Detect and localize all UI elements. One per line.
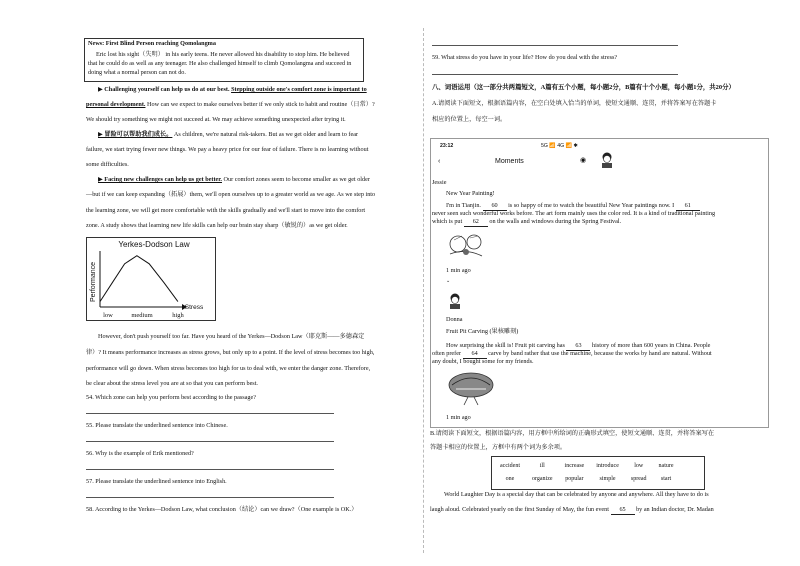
- paragraph-1-line-2: personal development. How can we expect to make ourselves better if we only stick to habit and routine（日常）?: [86, 101, 375, 108]
- paragraph-1-line-3: We should try something we might not succeed at. We may achieve something unexpected after trying it.: [86, 116, 346, 123]
- paragraph-4-line-2: 律）? It means performance increases as stress grows, but only up to a point. If the level of stress becomes too high,: [86, 349, 375, 356]
- chart-title: Yerkes-Dodson Law: [118, 240, 190, 249]
- paragraph-3-line-3: the learning zone, we will get more comfortable with the skills gradually and we'll start to move into the comfort: [86, 207, 366, 214]
- section-8-a-instruction-2: 相应的位置上，每空一词。: [432, 116, 507, 123]
- donna-avatar: [448, 293, 462, 309]
- question-55: 55. Please translate the underlined sentence into Chinese.: [86, 422, 228, 429]
- paragraph-4-line-3: performance will go down. When stress becomes too high for us to deal with, we enter the danger zone. Therefore,: [86, 365, 371, 372]
- post-1-line-1: I'm in Tianjin. 60 is so happy of me to watch the beautiful New Year paintings now. I 61: [446, 202, 700, 211]
- chart-tick-medium: medium: [131, 312, 153, 319]
- status-time: 23:12: [440, 143, 454, 149]
- question-58: 58. According to the Yerkes—Dodson Law, what conclusion（结论）can we draw?（One example is OK.）: [86, 506, 358, 513]
- news-title: News: First Blind Person reaching Qomolangma: [88, 40, 216, 47]
- laughter-line-2: laugh aloud. Celebrated yearly on the first Sunday of May, the fun event 65 by an Indian doctor, Dr. Madan: [430, 506, 714, 513]
- section-8-a-instruction-1: A.请阅读下面短文，根据语篇内容，在空白处填入恰当的单词，使短文通顺、连贯，并将答案写在答题卡: [432, 100, 717, 107]
- post-1-line-2: never seen such wonderful works before. The art form mainly uses the color red. It is a kind of traditional painting: [432, 210, 716, 217]
- paragraph-2-line-2: failure, we start trying fewer new things. We pay a heavy price for our fear of failure. There is no learning without: [86, 146, 369, 153]
- question-56: 56. Why is the example of Erik mentioned?: [86, 450, 194, 457]
- blank-63[interactable]: 63: [566, 342, 590, 351]
- word-popular: popular: [565, 475, 584, 482]
- status-icons: 5G 📶 4G 📶 ✱: [541, 143, 578, 149]
- answer-line-56[interactable]: [86, 469, 334, 470]
- section-8-heading: 八、词语运用（这一部分共两篇短文，A篇有五个小题，每小题2分，B篇有十个小题，每小题1分，共20分）: [432, 84, 735, 91]
- word-spread: spread: [630, 475, 647, 482]
- post-1-user: Jessie: [432, 179, 447, 186]
- paragraph-4-line-1: However, don't push yourself too far. Have you heard of the Yerkes—Dodson Law（耶克斯——多德森定: [98, 333, 365, 340]
- paragraph-2-line-3: some difficulties.: [86, 161, 129, 168]
- chart-y-label: Performance: [90, 261, 97, 303]
- paragraph-3-line-2: —but if we can keep expanding（拓展）them, we'll open ourselves up to a greater world as we age. As we step into: [86, 191, 376, 198]
- chart-tick-high: high: [172, 312, 184, 319]
- post-1-time: 1 min ago: [446, 267, 471, 274]
- post-1-title: New Year Painting!: [446, 190, 495, 197]
- post-2-line-2: often prefer 64 carve by band rather that use the machine, because the works by hand are natural. Without: [432, 350, 712, 357]
- column-divider: [423, 28, 424, 553]
- paragraph-4-line-4: be clear about the stress level you are at so that you can perform best.: [86, 380, 258, 387]
- paragraph-3-line-1: ▶ Facing new challenges can help us get better. Our comfort zones seem to become smaller as we get older: [98, 176, 370, 183]
- post-2-title: Fruit Pit Carving (果核雕刻): [446, 328, 519, 335]
- word-row-2: [494, 472, 680, 485]
- word-row-1: [494, 459, 680, 472]
- post-2-user: Donna: [446, 316, 463, 323]
- word-accident: accident: [500, 462, 520, 469]
- post-1-more-icon[interactable]: ⌄: [446, 278, 451, 284]
- chart-tick-low: low: [103, 312, 113, 319]
- blank-62[interactable]: 62: [464, 218, 488, 227]
- word-nature: nature: [658, 462, 674, 469]
- answer-line-57[interactable]: [86, 497, 334, 498]
- post-1-line-3: which is put 62 on the walls and windows during the Spring Festival.: [432, 218, 622, 225]
- blank-64[interactable]: 64: [463, 350, 487, 359]
- word-low: low: [634, 462, 644, 469]
- word-simple: simple: [599, 475, 616, 482]
- back-icon[interactable]: ‹: [438, 158, 441, 165]
- word-increase: increase: [564, 462, 585, 469]
- answer-line-59[interactable]: [432, 74, 678, 75]
- section-8-b-instruction-2: 答题卡相应的位置上，方框中有两个词为多余项。: [430, 444, 567, 451]
- word-introduce: introduce: [596, 462, 619, 469]
- answer-line-55[interactable]: [86, 441, 334, 442]
- new-year-painting-image: [446, 230, 486, 262]
- answer-line-58[interactable]: [432, 45, 678, 46]
- word-one: one: [505, 475, 515, 482]
- news-body: Eric lost his sight（失明） in his early teens. He never allowed his disability to stop him. He believed that he could do as well as any teenager. He also challenged himself to climb Qomolangma and succeed in doing what a normal person can not do.: [88, 51, 352, 76]
- answer-line-54[interactable]: [86, 413, 334, 414]
- question-57: 57. Please translate the underlined sentence into English.: [86, 478, 227, 485]
- section-8-b-instruction-1: B.请阅读下面短文，根据语篇内容，用方框中所给词的正确形式填空，使短文通顺、连贯，并将答案写在: [430, 430, 715, 437]
- post-2-time: 1 min ago: [446, 414, 471, 421]
- chart-x-label: Stress: [184, 304, 204, 311]
- moments-header: Moments: [495, 158, 524, 165]
- laughter-line-1: World Laughter Day is a special day that can be celebrated by anyone and anywhere. All they have to do is: [444, 491, 709, 498]
- fruit-pit-carving-image: [446, 367, 496, 407]
- yerkes-dodson-chart: [86, 237, 216, 321]
- blank-65[interactable]: 65: [611, 506, 635, 515]
- question-59: 59. What stress do you have in your life? How do you deal with the stress?: [432, 54, 618, 61]
- word-table: [494, 459, 680, 485]
- word-organize: organize: [532, 475, 553, 482]
- post-2-line-3: any doubt, I bought some for my friends.: [432, 358, 534, 365]
- word-box: [491, 456, 705, 490]
- camera-icon[interactable]: ◉: [580, 157, 587, 164]
- avatar-icon: [600, 152, 614, 168]
- blank-60[interactable]: 60: [483, 202, 507, 211]
- word-start: start: [660, 475, 672, 482]
- paragraph-3-line-4: zone. A study shows that learning new life skills can help our brain stay sharp（敏锐的）as we get older.: [86, 222, 348, 229]
- paragraph-1-line-1: ▶ Challenging yourself can help us do at our best. Stepping outside one's comfort zone is important to: [98, 86, 367, 93]
- word-ill: ill: [539, 462, 545, 469]
- question-54: 54. Which zone can help you perform best according to the passage?: [86, 394, 256, 401]
- paragraph-2-line-1: ▶ 冒险可以帮助我们成长。 As children, we're natural risk-takers. But as we get older and learn to fear: [98, 131, 359, 138]
- blank-61[interactable]: 61: [676, 202, 700, 211]
- post-2-line-1: How surprising the skill is! Fruit pit carving has 63 history of more than 600 years in China. People: [446, 342, 711, 349]
